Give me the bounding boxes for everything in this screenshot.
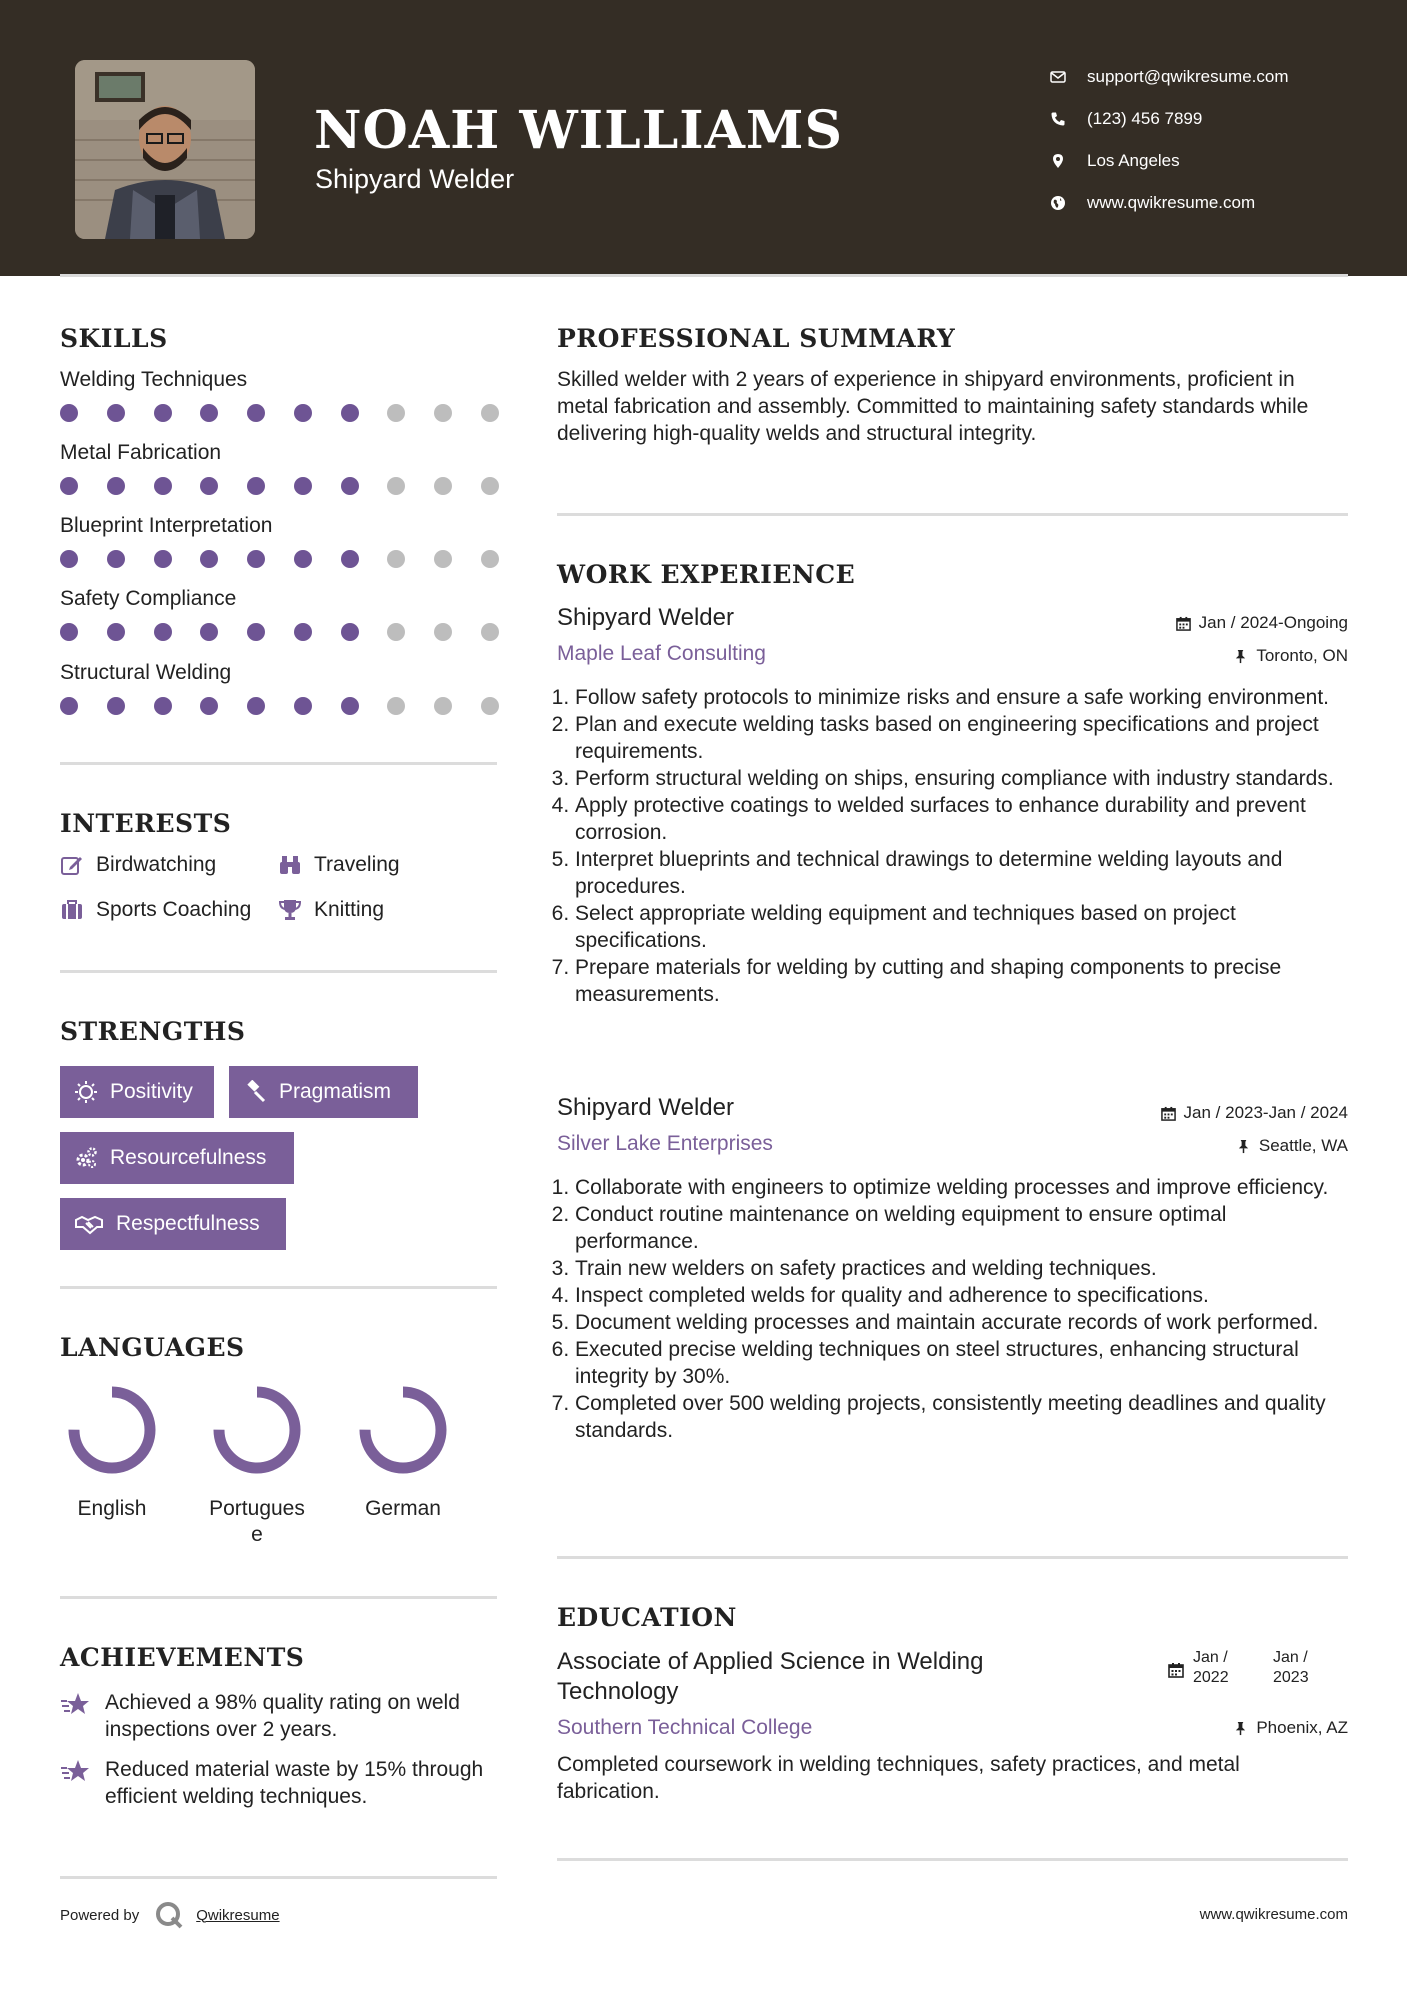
skill-item: [60, 661, 500, 715]
experience-heading: WORK EXPERIENCE: [557, 560, 856, 589]
job-title: Shipyard Welder: [557, 604, 734, 631]
globe-icon: [1050, 195, 1087, 211]
rating-dot-filled: [60, 623, 78, 641]
job-duty: 2. Conduct routine maintenance on welding equipment to ensure optimal performance.: [575, 1201, 1348, 1255]
language-ring-arc: [365, 1392, 441, 1468]
job-duty: 7. Completed over 500 welding projects, consistently meeting deadlines and quality standards.: [575, 1390, 1348, 1444]
interest-label: Birdwatching: [96, 853, 217, 876]
rating-dot-empty: [434, 477, 452, 495]
job-date: [1176, 613, 1348, 633]
job-duty: 4. Apply protective coatings to welded surfaces to enhance durability and prevent corrosion.: [575, 792, 1348, 846]
school-name: Southern Technical College: [557, 1716, 813, 1739]
skill-rating: [60, 623, 499, 641]
education-end-date: [1273, 1648, 1309, 1688]
education-start-month: Jan /: [1193, 1649, 1228, 1666]
skill-rating: [60, 477, 499, 495]
education-end-year: 2023: [1273, 1669, 1309, 1686]
rating-dot-filled: [247, 697, 265, 715]
rating-dot-filled: [60, 404, 78, 422]
calendar-icon: [1168, 1662, 1184, 1678]
skill-rating: [60, 404, 499, 422]
job-location: [1236, 1136, 1348, 1156]
language-ring-arc: [219, 1392, 295, 1468]
job-date: [1161, 1103, 1348, 1123]
contact-phone[interactable]: [1050, 98, 1380, 140]
rating-dot-empty: [387, 623, 405, 641]
language-english: [47, 1384, 177, 1522]
language-german: [338, 1384, 468, 1522]
job-company: Silver Lake Enterprises: [557, 1132, 773, 1155]
header-divider: [60, 274, 1348, 277]
strengths-divider: [60, 1286, 497, 1289]
rating-dot-filled: [154, 697, 172, 715]
language-ring: [66, 1384, 158, 1476]
language-name: Portuguese: [209, 1497, 305, 1546]
job-duty: 7. Prepare materials for welding by cutting and shaping components to precise measurements.: [575, 954, 1348, 1008]
rating-dot-filled: [107, 550, 125, 568]
skill-name: Metal Fabrication: [60, 441, 222, 464]
skill-item: [60, 587, 500, 641]
map-pin-icon: [1050, 153, 1087, 169]
contact-list: [1050, 56, 1380, 224]
rating-dot-filled: [200, 404, 218, 422]
rating-dot-empty: [434, 550, 452, 568]
rating-dot-filled: [154, 404, 172, 422]
job-duties-list: [575, 1174, 1348, 1444]
phone-icon: [1050, 111, 1087, 127]
job-duty: 1. Follow safety protocols to minimize risks and ensure a safe working environment.: [575, 684, 1348, 711]
job-duty: 6. Select appropriate welding equipment and techniques based on project specifications.: [575, 900, 1348, 954]
job-duty: 4. Inspect completed welds for quality and adherence to specifications.: [575, 1282, 1348, 1309]
language-name: English: [77, 1497, 147, 1520]
star-icon: [60, 1758, 90, 1786]
rating-dot-filled: [200, 550, 218, 568]
rating-dot-empty: [481, 404, 499, 422]
skill-name: Structural Welding: [60, 661, 232, 684]
achievements-divider: [60, 1876, 497, 1879]
job-company: Maple Leaf Consulting: [557, 642, 766, 665]
star-icon: [60, 1691, 90, 1719]
education-divider: [557, 1858, 1348, 1861]
summary-text: Skilled welder with 2 years of experience in shipyard environments, proficient in metal fabrication and assembly. Committed to maintaining safety standards while delivering high-quality welds and structural integrity.: [557, 368, 1309, 445]
language-ring-arc: [74, 1392, 150, 1468]
profile-photo: [75, 60, 255, 239]
rating-dot-filled: [60, 550, 78, 568]
job-duty: 5. Document welding processes and maintain accurate records of work performed.: [575, 1309, 1348, 1336]
skill-item: [60, 514, 500, 568]
pushpin-icon: [1236, 1139, 1251, 1154]
experience-divider: [557, 1556, 1348, 1559]
rating-dot-empty: [387, 404, 405, 422]
rating-dot-empty: [387, 550, 405, 568]
strength-respectfulness: [60, 1198, 286, 1250]
envelope-icon: [1050, 69, 1087, 85]
education-start-date: [1193, 1648, 1229, 1688]
job-duty: 3. Perform structural welding on ships, ensuring compliance with industry standards.: [575, 765, 1348, 792]
qwikresume-logo-icon: [154, 1900, 184, 1930]
strength-label: Respectfulness: [116, 1212, 260, 1235]
interest-sports-coaching: [60, 898, 251, 922]
rating-dot-filled: [294, 623, 312, 641]
degree-line-1: Associate of Applied Science in Welding: [557, 1648, 984, 1675]
rating-dot-filled: [247, 477, 265, 495]
rating-dot-filled: [294, 550, 312, 568]
rating-dot-empty: [434, 697, 452, 715]
calendar-icon: [1176, 616, 1191, 631]
trophy-icon: [278, 898, 302, 922]
contact-email-text: support@qwikresume.com: [1087, 67, 1289, 86]
briefcase-icon: [60, 898, 84, 922]
powered-by-text: Powered by: [60, 1906, 140, 1924]
rating-dot-empty: [481, 623, 499, 641]
rating-dot-filled: [294, 404, 312, 422]
rating-dot-filled: [200, 477, 218, 495]
rating-dot-filled: [107, 477, 125, 495]
rating-dot-filled: [107, 623, 125, 641]
summary-divider: [557, 513, 1348, 516]
interest-knitting: [278, 898, 384, 922]
job-title: Shipyard Welder: [557, 1094, 734, 1121]
contact-location: [1050, 140, 1380, 182]
rating-dot-filled: [341, 477, 359, 495]
achievement-text: Achieved a 98% quality rating on weld inspections over 2 years.: [105, 1691, 460, 1741]
education-heading: EDUCATION: [557, 1603, 737, 1632]
strength-label: Resourcefulness: [110, 1146, 267, 1169]
job-date-text: Jan / 2023-Jan / 2024: [1183, 1103, 1348, 1122]
achievement-item: [60, 1689, 500, 1743]
language-name: German: [365, 1497, 441, 1520]
contact-email[interactable]: [1050, 56, 1380, 98]
job-duty: 2. Plan and execute welding tasks based on engineering specifications and project requirements.: [575, 711, 1348, 765]
contact-website-text: www.qwikresume.com: [1087, 193, 1256, 212]
skill-name: Blueprint Interpretation: [60, 514, 273, 537]
rating-dot-filled: [60, 477, 78, 495]
education-description: Completed coursework in welding techniques, safety practices, and metal fabrication.: [557, 1753, 1240, 1803]
languages-heading: LANGUAGES: [60, 1333, 245, 1362]
skill-rating: [60, 697, 499, 715]
degree-line-2: Technology: [557, 1678, 679, 1705]
powered-by: [60, 1900, 280, 1930]
calendar-icon: [1161, 1106, 1176, 1121]
strength-label: Pragmatism: [279, 1080, 392, 1103]
degree-title: [557, 1647, 983, 1707]
rating-dot-filled: [294, 477, 312, 495]
education-start-year: 2022: [1193, 1669, 1229, 1686]
interests-divider: [60, 970, 497, 973]
languages-divider: [60, 1596, 497, 1599]
contact-phone-text: (123) 456 7899: [1087, 109, 1203, 128]
education-end-month: Jan /: [1273, 1649, 1308, 1666]
job-location: [1233, 646, 1348, 666]
interest-label: Traveling: [314, 853, 400, 876]
strength-resourcefulness: [60, 1132, 294, 1184]
rating-dot-empty: [481, 477, 499, 495]
rating-dot-filled: [200, 623, 218, 641]
strength-label: Positivity: [110, 1080, 193, 1103]
achievement-text: Reduced material waste by 15% through efficient welding techniques.: [105, 1758, 484, 1808]
rating-dot-empty: [434, 623, 452, 641]
achievement-item: [60, 1756, 500, 1810]
job-duty: 6. Executed precise welding techniques on steel structures, enhancing structural integrity by 30%.: [575, 1336, 1348, 1390]
pushpin-icon: [1233, 1721, 1248, 1736]
contact-location-text: Los Angeles: [1087, 151, 1180, 170]
rating-dot-filled: [341, 697, 359, 715]
skill-rating: [60, 550, 499, 568]
job-duty: 3. Train new welders on safety practices and welding techniques.: [575, 1255, 1348, 1282]
education-location-text: Phoenix, AZ: [1256, 1718, 1348, 1737]
interests-heading: INTERESTS: [60, 809, 232, 838]
binoculars-icon: [278, 853, 302, 877]
rating-dot-filled: [341, 623, 359, 641]
sun-icon: [74, 1080, 98, 1104]
language-ring: [211, 1384, 303, 1476]
rating-dot-filled: [154, 477, 172, 495]
qwikresume-link[interactable]: Qwikresume: [196, 1906, 280, 1924]
language-ring: [357, 1384, 449, 1476]
job-duty: 5. Interpret blueprints and technical drawings to determine welding layouts and procedures.: [575, 846, 1348, 900]
skill-name: Welding Techniques: [60, 368, 248, 391]
rating-dot-filled: [107, 697, 125, 715]
education-location: [1233, 1718, 1348, 1738]
interest-birdwatching: [60, 853, 216, 877]
rating-dot-filled: [154, 623, 172, 641]
rating-dot-empty: [387, 697, 405, 715]
pencil-square-icon: [60, 853, 84, 877]
rating-dot-empty: [481, 697, 499, 715]
job-location-text: Seattle, WA: [1258, 1136, 1348, 1155]
skill-item: [60, 441, 500, 495]
rating-dot-filled: [247, 550, 265, 568]
language-portuguese: [192, 1384, 322, 1548]
footer-website[interactable]: www.qwikresume.com: [1199, 1906, 1348, 1923]
rating-dot-filled: [200, 697, 218, 715]
summary-heading: PROFESSIONAL SUMMARY: [557, 324, 956, 353]
gavel-icon: [243, 1080, 267, 1104]
strength-pragmatism: [229, 1066, 418, 1118]
interest-label: Knitting: [314, 898, 385, 921]
profile-photo-image: [75, 60, 255, 239]
rating-dot-filled: [294, 697, 312, 715]
job-duties-list: [575, 684, 1348, 1008]
job-duty: 1. Collaborate with engineers to optimize welding processes and improve efficiency.: [575, 1174, 1348, 1201]
rating-dot-filled: [341, 550, 359, 568]
strength-positivity: [60, 1066, 214, 1118]
rating-dot-filled: [247, 404, 265, 422]
skill-name: Safety Compliance: [60, 587, 237, 610]
resume-header: [0, 0, 1407, 276]
handshake-icon: [74, 1212, 104, 1236]
rating-dot-empty: [434, 404, 452, 422]
skill-item: [60, 368, 500, 422]
rating-dot-empty: [481, 550, 499, 568]
job-date-text: Jan / 2024-Ongoing: [1198, 613, 1348, 632]
interest-traveling: [278, 853, 400, 877]
rating-dot-filled: [60, 697, 78, 715]
job-location-text: Toronto, ON: [1256, 646, 1348, 665]
pushpin-icon: [1233, 649, 1248, 664]
strengths-heading: STRENGTHS: [60, 1017, 246, 1046]
rating-dot-filled: [107, 404, 125, 422]
achievements-heading: ACHIEVEMENTS: [60, 1643, 305, 1672]
skills-heading: SKILLS: [60, 324, 168, 353]
rating-dot-filled: [154, 550, 172, 568]
contact-website[interactable]: [1050, 182, 1380, 224]
interest-label: Sports Coaching: [96, 898, 252, 921]
candidate-name: NOAH WILLIAMS: [314, 100, 844, 161]
skills-divider: [60, 762, 497, 765]
rating-dot-filled: [341, 404, 359, 422]
cogs-icon: [74, 1146, 98, 1170]
rating-dot-empty: [387, 477, 405, 495]
rating-dot-filled: [247, 623, 265, 641]
candidate-title: Shipyard Welder: [315, 164, 515, 194]
